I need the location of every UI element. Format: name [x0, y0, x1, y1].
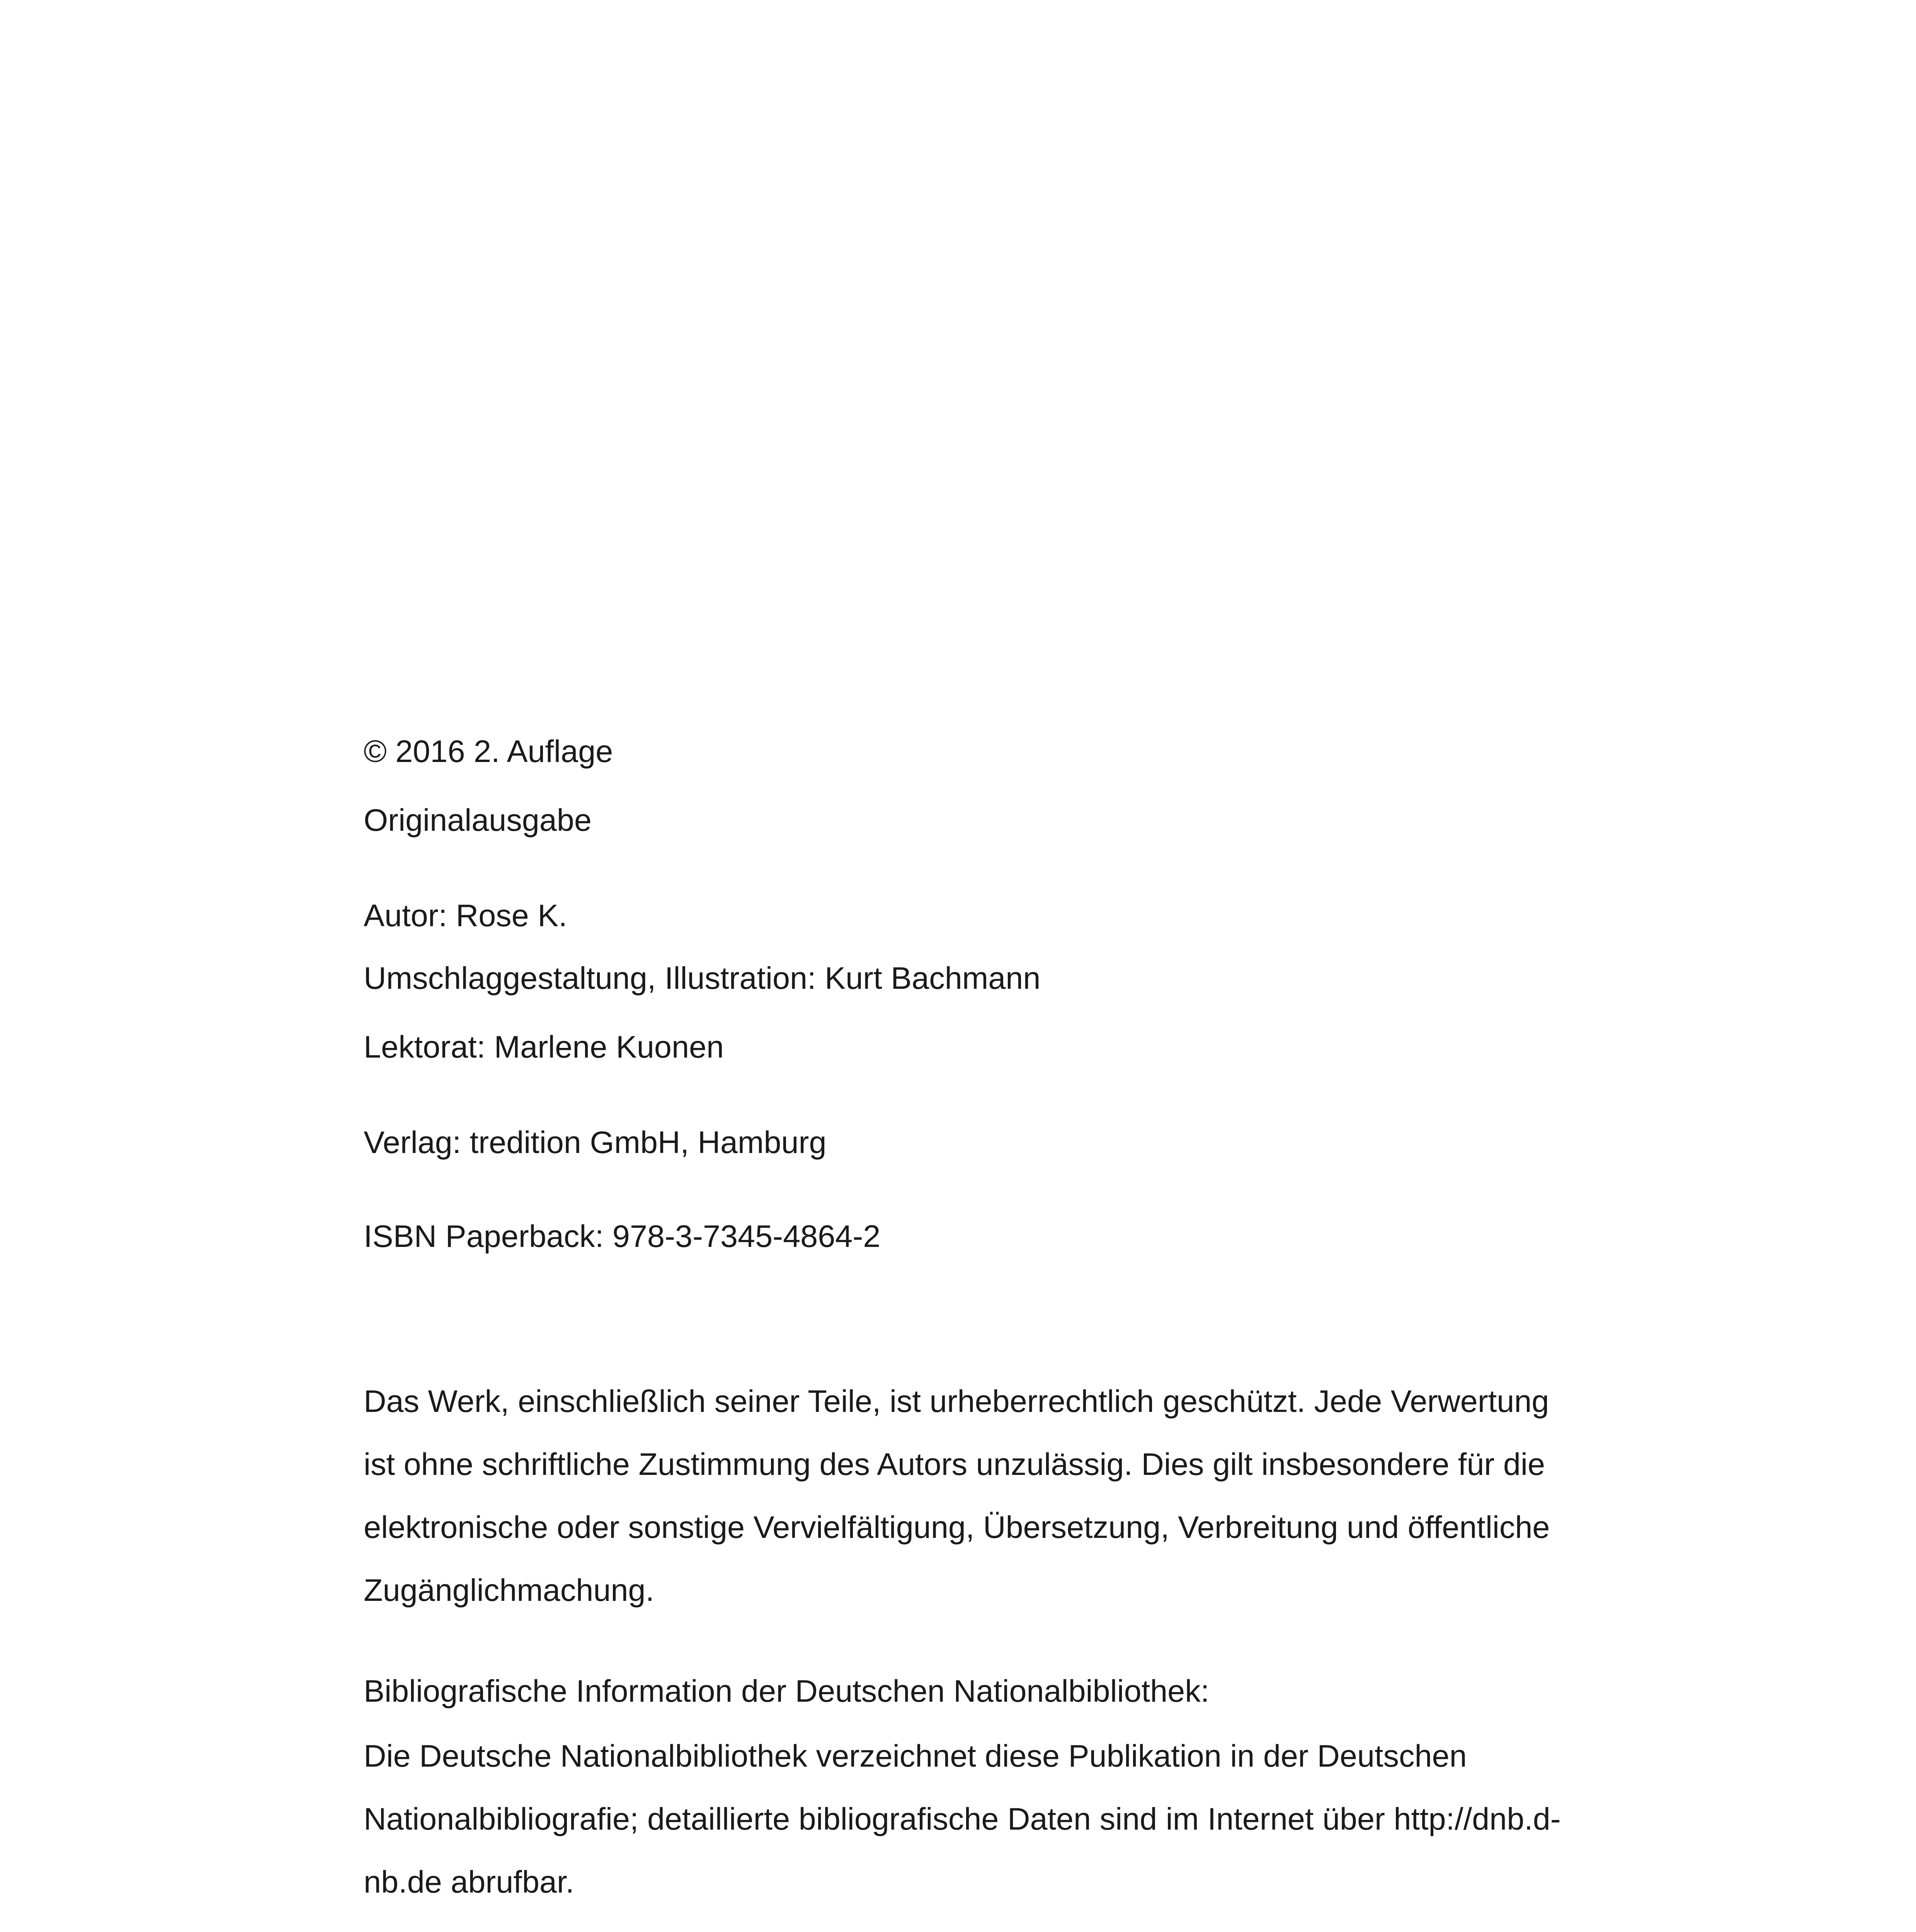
- bibliography-line: nb.de abrufbar.: [364, 1865, 574, 1900]
- copyright-line: © 2016 2. Auflage: [364, 734, 613, 769]
- author-line: Autor: Rose K.: [364, 898, 567, 933]
- rights-paragraph: [364, 1370, 1600, 1622]
- isbn-line: ISBN Paperback: 978-3-7345-4864-2: [364, 1219, 881, 1254]
- rights-line: Das Werk, einschließlich seiner Teile, ist urheberrechtlich geschützt. Jede Verwertung: [364, 1384, 1549, 1419]
- bibliography-line: Nationalbibliografie; detaillierte bibliografische Daten sind im Internet über http://dnb.d-: [364, 1802, 1561, 1837]
- publisher-line: Verlag: tredition GmbH, Hamburg: [364, 1125, 827, 1160]
- editor-line: Lektorat: Marlene Kuonen: [364, 1030, 724, 1065]
- bibliography-line: Die Deutsche Nationalbibliothek verzeichnet diese Publikation in der Deutschen: [364, 1739, 1467, 1774]
- edition-line: Originalausgabe: [364, 803, 592, 838]
- rights-line: Zugänglichmachung.: [364, 1573, 654, 1608]
- cover-design-line: Umschlaggestaltung, Illustration: Kurt Bachmann: [364, 961, 1041, 996]
- rights-line: elektronische oder sonstige Vervielfältigung, Übersetzung, Verbreitung und öffentliche: [364, 1510, 1550, 1545]
- bibliography-heading: Bibliografische Information der Deutschen Nationalbibliothek:: [364, 1674, 1210, 1709]
- rights-line: ist ohne schriftliche Zustimmung des Autors unzulässig. Dies gilt insbesondere für die: [364, 1447, 1545, 1482]
- bibliography-paragraph: [364, 1725, 1600, 1914]
